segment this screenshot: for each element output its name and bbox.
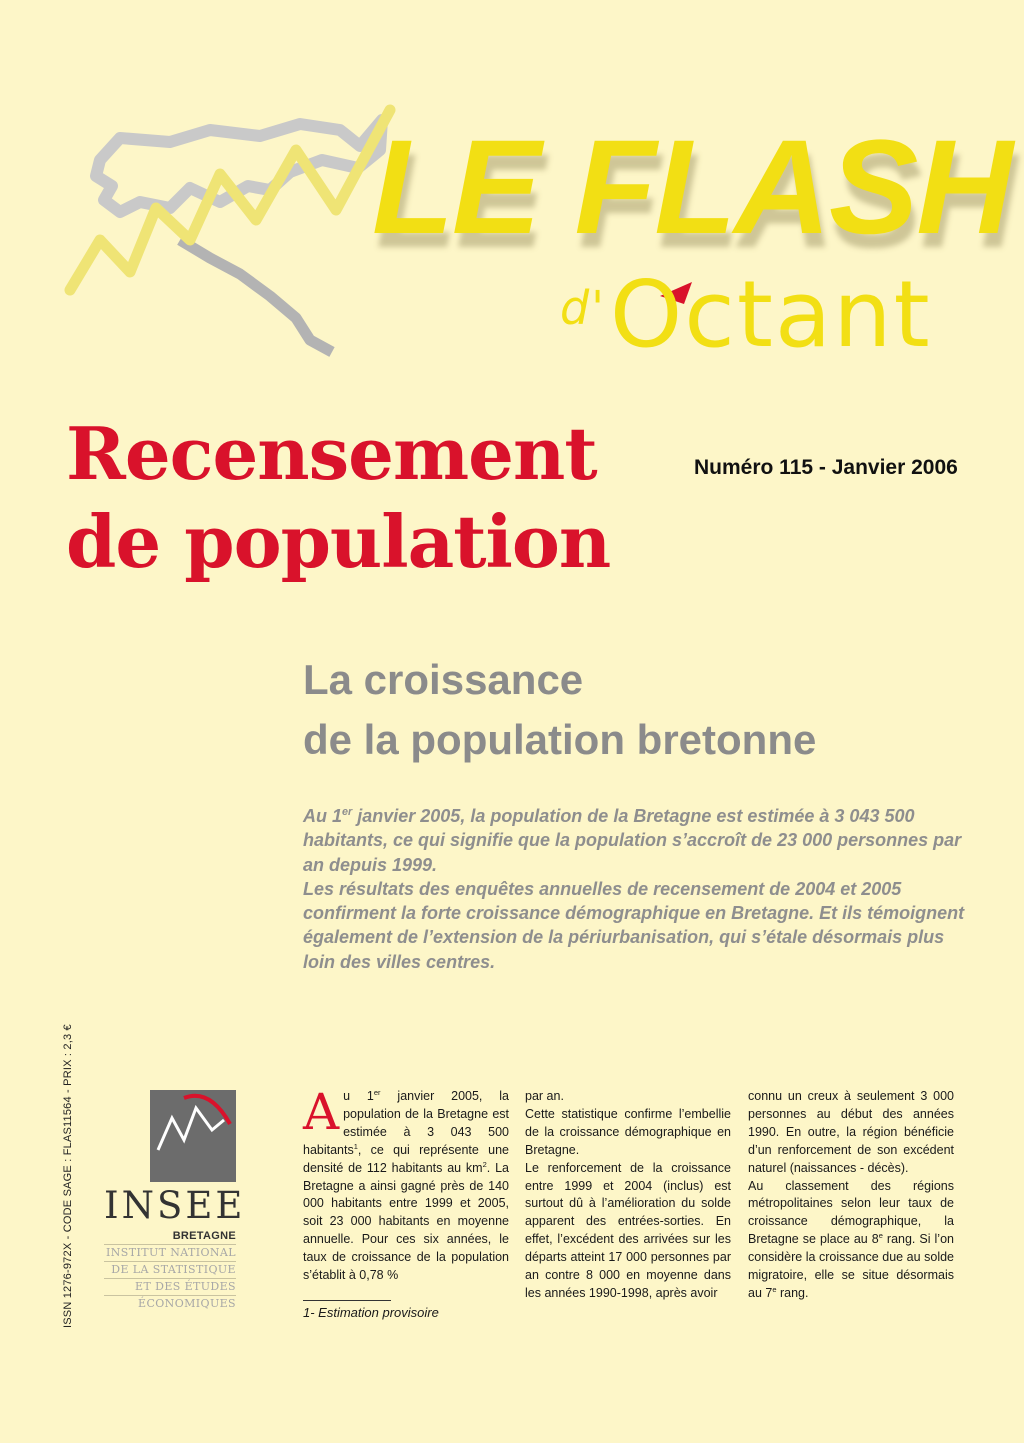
col3-p1: connu un creux à seulement 3 000 personnes au début des années 1990. En outre, la région bénéficie d’un renforcement de son excédent naturel (naissances - décès).: [748, 1089, 954, 1175]
col3-text-b: rang. Si l’on considère la croissance due au solde migratoire, elle se situe désormais au 7: [748, 1232, 954, 1300]
col3-text-a: Au classement des régions métropolitaines selon leur taux de croissance démographique, la Bretagne se place au 8: [748, 1178, 954, 1247]
masthead-subtitle: [560, 258, 932, 368]
article-title-line1: La croissance: [303, 656, 584, 703]
lead-p1-end: janvier 2005, la population de la Bretagne est estimée à 3 043 500 habitants, ce qui signifie que la population s’accroît de 23 000 personnes par an depuis 1999.: [303, 806, 962, 875]
col1-sup1: er: [373, 1087, 381, 1097]
insee-line2: DE LA STATISTIQUE: [104, 1261, 236, 1278]
col1-sup2: 1: [353, 1141, 358, 1151]
headline: [66, 410, 626, 586]
article-title: [303, 650, 983, 770]
col1-text-d: . La Bretagne a ainsi gagné près de 140 000 habitants entre 1999 et 2005, soit 23 000 habitants en moyenne annuelle. Pour ces six années, le taux de croissance de la population s’établit à 0,78 %: [303, 1160, 509, 1283]
col1-text-c: , ce qui représente une densité de 112 habitants au km: [303, 1142, 509, 1175]
issn-line: ISSN 1276-972X - CODE SAGE : FLAS11564 - PRIX : 2,3 €: [62, 1024, 74, 1328]
headline-line2: de population: [66, 499, 611, 584]
article-title-line2: de la population bretonne: [303, 716, 817, 763]
col2-p1: par an.: [525, 1089, 564, 1103]
headline-line1: Recensement: [66, 411, 597, 496]
col2-p3: Le renforcement de la croissance entre 1999 et 2004 (inclus) est surtout dû à l’amélioration du solde apparent des entrées-sorties. En effet, l’excédent des arrivées sur les départs atteint 17 000 personnes par an contre 8 000 en moyenne dans les années 1990-1998, après avoir: [525, 1160, 731, 1300]
issue-number: Numéro 115 - Janvier 2006: [694, 456, 958, 479]
body-column-2: [525, 1088, 731, 1303]
insee-wordmark: INSEE: [104, 1184, 246, 1227]
lead-p1: [303, 804, 973, 877]
col2-p2: Cette statistique confirme l’embellie de la croissance démographique en Bretagne.: [525, 1106, 731, 1157]
col1-text-b: janvier 2005, la population de la Bretagne est estimée à 3 043 500 habitants: [303, 1089, 509, 1157]
col1-sup3: 2: [482, 1159, 487, 1169]
body-column-1: [303, 1083, 509, 1285]
insee-region: BRETAGNE: [172, 1230, 236, 1242]
col1-text-a: u 1: [343, 1089, 374, 1103]
footnote: 1- Estimation provisoire: [303, 1305, 439, 1320]
masthead-title: LE FLASH: [372, 113, 1012, 262]
lead-p1-start: Au 1: [303, 806, 343, 826]
col3-p2: [748, 1178, 954, 1303]
lead-p2: Les résultats des enquêtes annuelles de recensement de 2004 et 2005 confirment la forte croissance démographique en Bretagne. Et ils témoignent également de l’extension de la périurbanisation, qui s’étale désormais plus loin des villes centres.: [303, 878, 965, 972]
col3-text-c: rang.: [776, 1285, 809, 1300]
insee-subtitle: [104, 1228, 236, 1312]
col3-sup2: e: [772, 1284, 777, 1294]
body-column-3: [748, 1088, 954, 1303]
masthead-subtitle-prefix: d': [560, 281, 606, 335]
lead-p1-sup: er: [342, 806, 353, 818]
lead-paragraph: [303, 804, 973, 974]
insee-line1: INSTITUT NATIONAL: [104, 1244, 236, 1261]
insee-line4: ÉCONOMIQUES: [104, 1295, 236, 1312]
masthead-subtitle-main: Octant: [609, 261, 932, 368]
insee-logo-box: [150, 1090, 236, 1182]
col3-sup1: e: [878, 1231, 883, 1241]
drop-cap: A: [303, 1083, 340, 1141]
insee-logo-icon: [150, 1090, 236, 1182]
col1-paragraph: [303, 1083, 509, 1285]
footnote-rule: [303, 1300, 391, 1301]
insee-line3: ET DES ÉTUDES: [104, 1278, 236, 1295]
